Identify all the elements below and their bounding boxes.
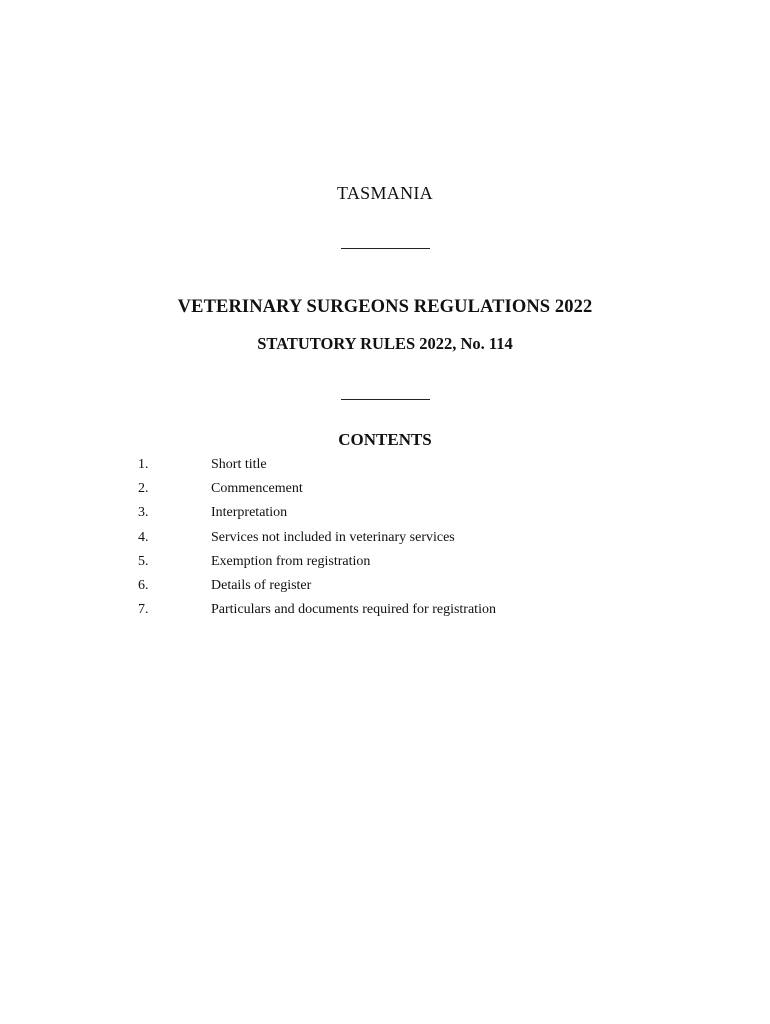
entry-label: Commencement (211, 481, 303, 497)
contents-entry (0, 602, 770, 626)
contents-heading: CONTENTS (338, 430, 432, 449)
entry-label: Short title (211, 457, 267, 472)
entry-label: Services not included in veterinary services (211, 529, 455, 545)
entry-number: 2. (138, 481, 149, 497)
separator-rule (341, 248, 430, 249)
entry-label: Details of register (211, 577, 312, 593)
contents-entry (0, 505, 770, 529)
entry-number: 6. (138, 577, 149, 593)
contents-entry (0, 578, 770, 602)
table-of-contents (0, 457, 770, 626)
separator-rule (341, 399, 430, 400)
entry-label: Particulars and documents required for registration (211, 602, 496, 618)
entry-number: 7. (138, 602, 149, 618)
regulations-title: VETERINARY SURGEONS REGULATIONS 2022 (177, 297, 593, 317)
entry-number: 5. (138, 553, 149, 569)
statutory-rules-subtitle: STATUTORY RULES 2022, No. 114 (257, 334, 513, 353)
contents-entry (0, 554, 770, 578)
entry-number: 4. (138, 529, 149, 545)
entry-label: Exemption from registration (211, 553, 371, 569)
jurisdiction-heading: TASMANIA (337, 183, 433, 203)
entry-label: Interpretation (211, 505, 288, 521)
contents-entry (0, 481, 770, 505)
entry-number: 3. (138, 505, 149, 521)
entry-number: 1. (138, 457, 149, 472)
contents-entry (0, 530, 770, 554)
contents-entry (0, 457, 770, 481)
